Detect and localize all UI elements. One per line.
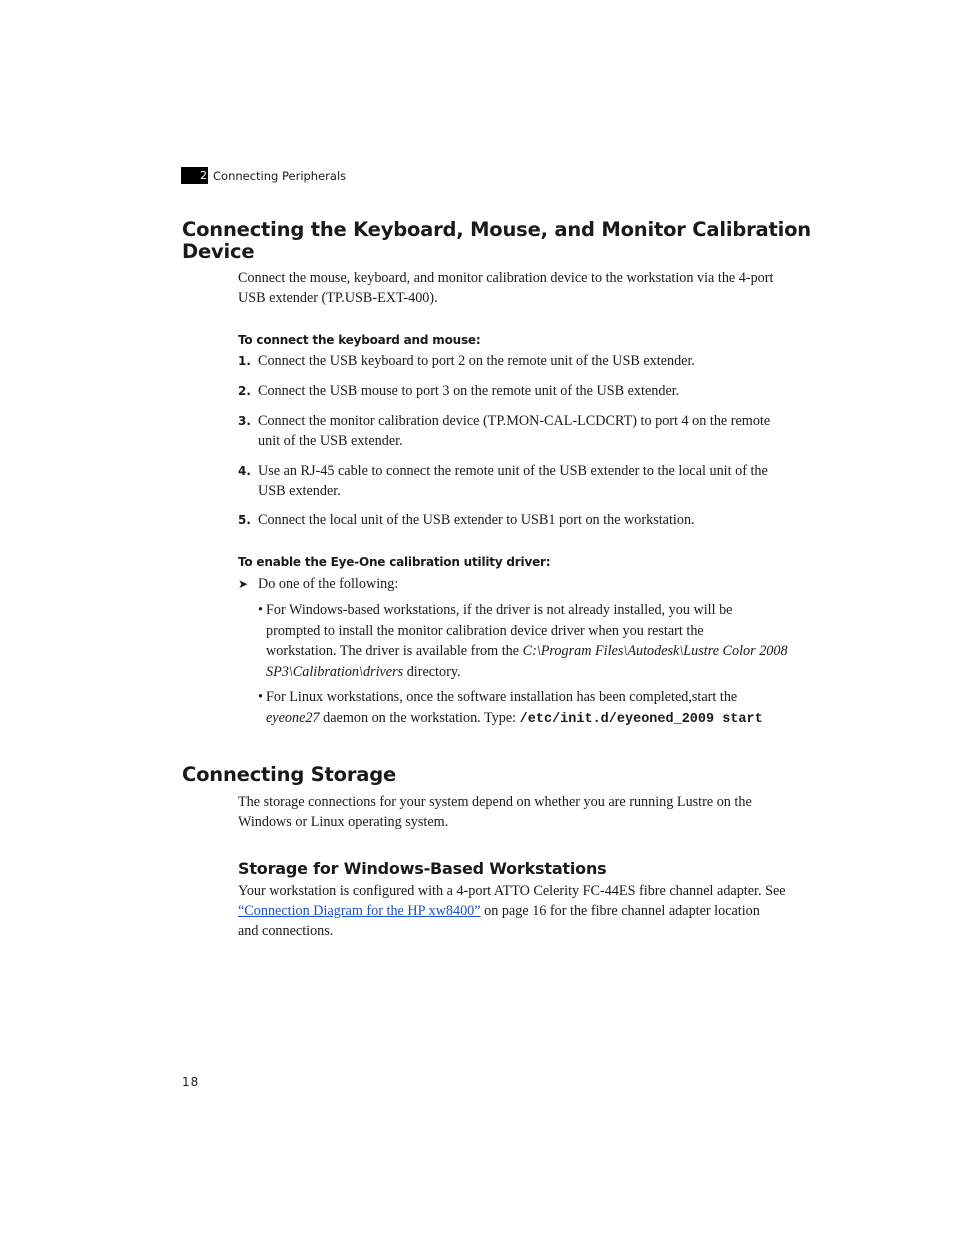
bullet-icon: • <box>258 689 263 705</box>
step-number: 1. <box>238 354 251 368</box>
bullet-windows-line2: prompted to install the monitor calibration device driver when you restart the <box>266 622 704 639</box>
daemon-name: eyeone27 <box>266 709 320 726</box>
step-text-cont: unit of the USB extender. <box>258 433 403 449</box>
windows-storage-line3: and connections. <box>238 923 334 939</box>
windows-storage-line2: on page 16 for the fibre channel adapter location <box>480 903 760 919</box>
driver-path-cont: SP3\Calibration\drivers <box>266 663 404 680</box>
arrow-right-icon: ➤ <box>238 577 249 591</box>
step-text: Connect the monitor calibration device (TP.MON-CAL-LCDCRT) to port 4 on the remote <box>258 413 771 429</box>
step-text: Connect the USB mouse to port 3 on the remote unit of the USB extender. <box>258 383 680 399</box>
section1-intro <box>238 268 788 308</box>
chapter-title: Connecting Peripherals <box>213 168 347 183</box>
single-step-text: Do one of the following: <box>258 576 399 592</box>
command-text: /etc/init.d/eyeoned_2009 start <box>519 711 763 727</box>
section-title-storage: Connecting Storage <box>182 763 397 786</box>
driver-path: C:\Program Files\Autodesk\Lustre Color 2008 <box>522 643 788 659</box>
section-title-keyboard-mouse <box>182 219 811 263</box>
page-number: 18 <box>182 1075 200 1089</box>
bullet-linux-line2: daemon on the workstation. Type: <box>319 709 520 726</box>
step-text-cont: USB extender. <box>258 483 341 499</box>
subsection-title-windows-storage: Storage for Windows-Based Workstations <box>238 859 607 878</box>
step-number: 2. <box>238 384 251 398</box>
bullet-linux <box>258 687 788 730</box>
running-header <box>181 167 346 184</box>
step-text: Connect the USB keyboard to port 2 on the remote unit of the USB extender. <box>258 353 695 369</box>
section-title-line1: Connecting the Keyboard, Mouse, and Monitor Calibration <box>182 218 811 241</box>
section-title-line2: Device <box>182 240 255 263</box>
bullet-icon: • <box>258 602 263 618</box>
section2-intro-line1: The storage connections for your system depend on whether you are running Lustre on the <box>238 794 752 810</box>
step-2 <box>238 381 788 401</box>
step-3 <box>238 411 788 451</box>
bullet-windows <box>258 600 788 682</box>
step-number: 5. <box>238 513 251 527</box>
step-5 <box>238 510 788 530</box>
section1-intro-line1: Connect the mouse, keyboard, and monitor calibration device to the workstation via the 4-port <box>238 270 774 286</box>
section1-intro-line2: USB extender (TP.USB-EXT-400). <box>238 290 438 306</box>
bullet-linux-line1: For Linux workstations, once the software installation has been completed,start the <box>266 689 738 705</box>
step-4 <box>238 461 788 501</box>
bullet-windows-line3: workstation. The driver is available from the <box>266 643 523 659</box>
chapter-number-box: 2 <box>181 167 208 184</box>
step-number: 4. <box>238 464 251 478</box>
procedure-heading-eyeone: To enable the Eye-One calibration utility driver: <box>238 555 551 569</box>
bullet-windows-line1: For Windows-based workstations, if the driver is not already installed, you will be <box>266 602 733 618</box>
windows-storage-paragraph <box>238 881 788 941</box>
connection-diagram-link[interactable]: “Connection Diagram for the HP xw8400” <box>238 903 481 919</box>
step-number: 3. <box>238 414 251 428</box>
section2-intro-line2: Windows or Linux operating system. <box>238 814 449 830</box>
procedure-heading-keyboard: To connect the keyboard and mouse: <box>238 333 481 347</box>
bullet-windows-line4: directory. <box>403 663 461 680</box>
step-text: Use an RJ-45 cable to connect the remote unit of the USB extender to the local unit of the <box>258 463 768 479</box>
step-1 <box>238 351 788 371</box>
section2-intro <box>238 792 788 832</box>
windows-storage-line1: Your workstation is configured with a 4-port ATTO Celerity FC-44ES fibre channel adapter. See <box>238 883 786 899</box>
step-text: Connect the local unit of the USB extender to USB1 port on the workstation. <box>258 512 695 528</box>
single-step <box>238 574 788 594</box>
